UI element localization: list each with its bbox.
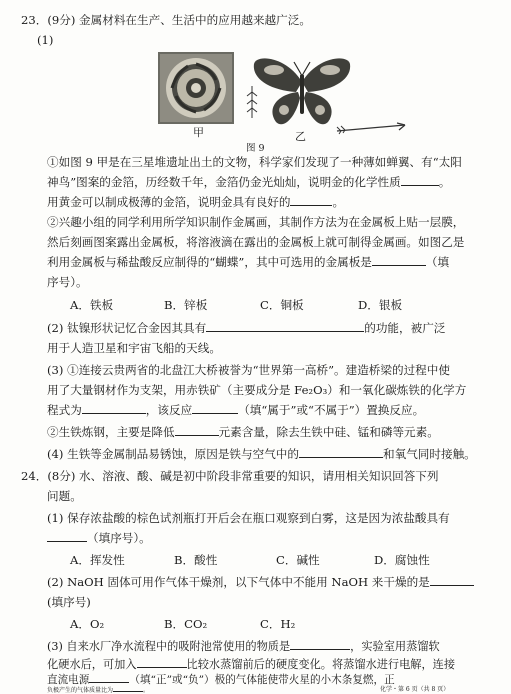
option-b: B．酸性: [174, 553, 218, 567]
q24-s3-line1: (3) 自来水厂净水流程中的吸附池常使用的物质是 ，实验室用蒸馏软: [47, 640, 440, 653]
q24-options-1: [70, 552, 430, 568]
option-c: C．H₂: [260, 617, 296, 631]
q24-s3-line3: 直流电源 （填“正”或“负”）极的气体能使带火星的小木条复燃，正: [47, 674, 395, 686]
option-a: A．O₂: [70, 617, 105, 631]
option-d: D．银板: [358, 298, 403, 312]
option-d: D．腐蚀性: [374, 553, 430, 567]
q23-p1-line2: 神鸟”图案的金箔，历经数千年，金箔仍金光灿灿，说明金的化学性质 。: [47, 175, 451, 189]
q24-s1-line2: （填序号）。: [47, 530, 151, 546]
option-c: C．铜板: [260, 298, 304, 312]
q23-p4-line1: (3) ①连接云贵两省的北盘江大桥被誉为“世界第一高桥”。建造桥梁的过程中使: [47, 363, 450, 377]
q24-s3-line4: 负极产生的气体质量比为 。: [47, 687, 150, 694]
q23-p3-line1: (2) 钛镍形状记忆合金因其具有 的功能，被广泛: [47, 321, 446, 335]
option-a: A．铁板: [70, 298, 114, 312]
q24-s2-line2: (填序号): [47, 595, 91, 609]
q23-p2-line3: 利用金属板与稀盐酸反应制得的“蝴蝶”，其中可选用的金属板是 （填: [47, 255, 450, 269]
figure-caption: 图 9: [246, 143, 265, 154]
q23-p2-line2: 然后刻画图案露出金属板，将溶液滴在露出的金属板上就可制得金属画。如图乙是: [47, 235, 465, 249]
q23-p2-line4: 序号）。: [47, 275, 88, 289]
q23-p5-line1: ②生铁炼钢，主要是降低 元素含量，除去生铁中硅、锰和磷等元素。: [47, 425, 439, 439]
q23-header: 23．(9分) 金属材料在生产、生活中的应用越来越广泛。: [21, 13, 311, 27]
q23-p4-line3: 程式为 ，该反应 （填“属于”或“不属于”）置换反应。: [47, 403, 425, 417]
q23-p2-line1: ②兴趣小组的同学利用所学知识制作金属画，其制作方法为在金属板上贴一层膜，: [47, 215, 465, 229]
figure-label-yi: 乙: [295, 130, 306, 143]
q24-s3-line2: 化硬水后，可加入 比较水蒸馏前后的硬度变化。将蒸馏水进行电解，连接: [47, 658, 456, 671]
q23-p6-line1: (4) 生铁等金属制品易锈蚀，原因是铁与空气中的 和氧气同时接触。: [47, 447, 476, 461]
arrow-decoration-icon: [335, 120, 411, 134]
q23-options: [70, 297, 402, 313]
q23-sub1: (1): [37, 33, 54, 47]
option-b: B．CO₂: [164, 617, 208, 631]
q23-p4-line2: 用了大量钢材作为支架，用赤铁矿（主要成分是 Fe₂O₃）和一氧化碳炼铁的化学方: [47, 383, 467, 397]
sprig-decoration-icon: [245, 84, 259, 120]
q23-p1-line3: 用黄金可以制成极薄的金箔，说明金具有良好的 。: [47, 195, 345, 209]
option-c: C．碱性: [276, 553, 320, 567]
figure-label-jia: 甲: [193, 126, 204, 139]
option-a: A．挥发性: [70, 553, 125, 567]
q24-s1-line1: (1) 保存浓盐酸的棕色试剂瓶打开后会在瓶口观察到白雾，这是因为浓盐酸具有: [47, 511, 450, 525]
option-b: B．锌板: [164, 298, 208, 312]
page-footer: 化学・第 6 页（共 8 页）: [380, 686, 450, 693]
sun-bird-gold-foil-image: [158, 52, 234, 124]
q23-p1-line1: ①如图 9 甲是在三星堆遗址出土的文物，科学家们发现了一种薄如蝉翼、有“太阳: [47, 155, 462, 169]
q24-options-2: [70, 616, 295, 632]
q24-s2-line1: (2) NaOH 固体可用作气体干燥剂，以下气体中不能用 NaOH 来干燥的是: [47, 574, 474, 590]
q24-header-line2: 问题。: [47, 489, 82, 503]
q24-header: 24．(8分) 水、溶液、酸、碱是初中阶段非常重要的知识，请用相关知识回答下列: [21, 469, 439, 483]
q23-p3-line2: 用于人造卫星和宇宙飞船的天线。: [47, 341, 221, 355]
